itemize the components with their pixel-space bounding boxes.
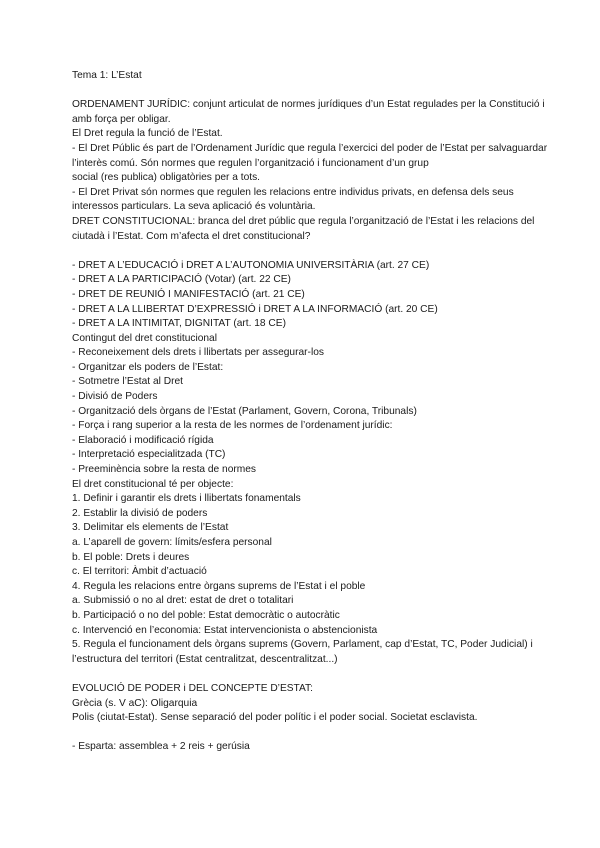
list-item: a. Submissió o no al dret: estat de dret o totalitari [72,595,294,607]
paragraph-res-publica: social (res publica) obligatòries per a tots. [72,172,260,184]
list-item: - Reconeixement dels drets i llibertats per assegurar-los [72,347,324,359]
list-item: 4. Regula les relacions entre òrgans suprems de l’Estat i el poble [72,580,366,592]
list-item: b. Participació o no del poble: Estat democràtic o autocràtic [72,609,340,621]
paragraph-dret-constitucional: DRET CONSTITUCIONAL: branca del dret públic que regula l’organització de l’Estat i les relacions del ciutadà i l’Estat. Com m’afecta el dret constitucional? [72,215,535,242]
list-item: c. El territori: Àmbit d’actuació [72,566,207,578]
spacer [72,84,560,99]
spacer [72,726,560,741]
list-item: b. El poble: Drets i deures [72,551,190,563]
list-item: - Força i rang superior a la resta de les normes de l’ordenament jurídic: [72,420,393,432]
list-item: - DRET A LA PARTICIPACIÓ (Votar) (art. 22 CE) [72,274,291,286]
document-title: Tema 1: L’Estat [72,70,142,81]
list-item: - Elaboració i modificació rígida [72,434,214,446]
spacer [72,244,560,259]
list-item: - Preeminència sobre la resta de normes [72,464,257,476]
list-item: - DRET A L’EDUCACIÓ i DRET A L’AUTONOMIA UNIVERSITÀRIA (art. 27 CE) [72,259,430,271]
section-heading-evolucio: EVOLUCIÓ DE PODER i DEL CONCEPTE D’ESTAT: [72,682,313,694]
list-item: - Organització dels òrgans de l’Estat (Parlament, Govern, Corona, Tribunals) [72,405,417,417]
list-item: - Organitzar els poders de l’Estat: [72,361,224,373]
content-list [72,332,560,638]
list-item: c. Intervenció en l’economia: Estat intervencionista o abstencionista [72,624,378,636]
paragraph-ordenament: ORDENAMENT JURÍDIC: conjunt articulat de normes jurídiques d’un Estat regulades per la Constitució i amb força per obligar. [72,99,545,125]
list-item: Contingut del dret constitucional [72,332,217,344]
list-item: 2. Establir la divisió de poders [72,507,208,519]
paragraph-dret-public: - El Dret Públic és part de l’Ordenament Jurídic que regula l’exercici del poder de l’Estat per salvaguardar l’interès comú. Són normes que regulen l’organització i funcionament d’un grup [72,142,548,169]
list-item: El dret constitucional té per objecte: [72,478,234,490]
list-item: - Sotmetre l’Estat al Dret [72,376,183,388]
list-item: 3. Delimitar els elements de l’Estat [72,522,229,534]
list-item: - DRET A LA INTIMITAT, DIGNITAT (art. 18 CE) [72,318,286,330]
list-item: - Interpretació especialitzada (TC) [72,449,226,461]
list-item: - DRET A LA LLIBERTAT D’EXPRESSIÓ i DRET A LA INFORMACIÓ (art. 20 CE) [72,303,438,315]
list-item: - DRET DE REUNIÓ I MANIFESTACIÓ (art. 21 CE) [72,288,305,300]
spacer [72,667,560,682]
paragraph-dret-regula: El Dret regula la funció de l’Estat. [72,128,223,140]
list-item: 1. Definir i garantir els drets i llibertats fonamentals [72,493,301,505]
paragraph-esparta: - Esparta: assemblea + 2 reis + gerúsia [72,741,250,753]
paragraph-regula-funcionament: 5. Regula el funcionament dels òrgans suprems (Govern, Parlament, cap d’Estat, TC, Poder Judicial) i l’estructura del territori (Estat centralitzat, descentralitzat...) [72,639,533,665]
paragraph-polis: Polis (ciutat-Estat). Sense separació del poder polític i el poder social. Societat esclavista. [72,712,478,724]
paragraph-dret-privat: - El Dret Privat són normes que regulen les relacions entre individus privats, en defensa dels seus interessos particulars. La seva aplicació és voluntària. [72,186,514,213]
paragraph-grecia: Grècia (s. V aC): Oligarquia [72,697,198,709]
list-item: - Divisió de Poders [72,391,158,403]
rights-list [72,259,560,332]
list-item: a. L’aparell de govern: límits/esfera personal [72,537,272,548]
